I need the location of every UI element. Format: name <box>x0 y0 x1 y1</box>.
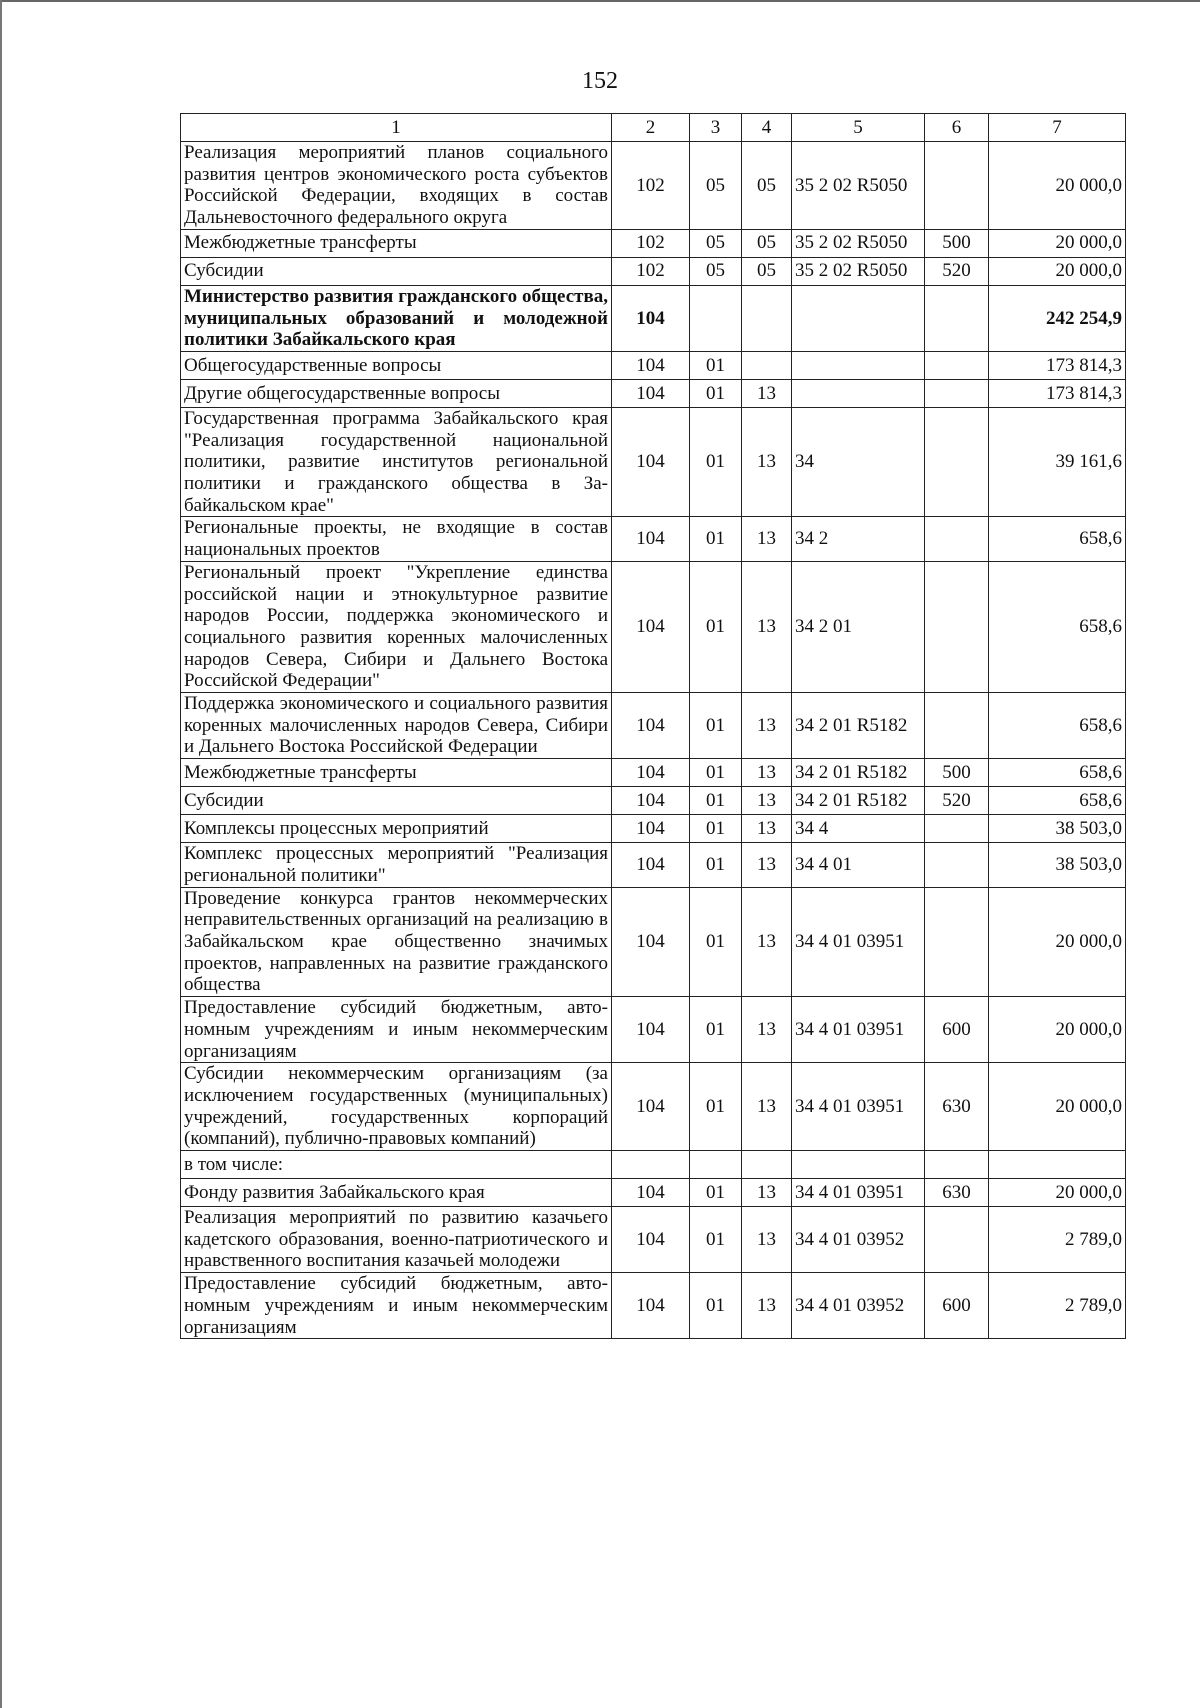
amount-cell: 39 161,6 <box>989 407 1126 517</box>
section-code-cell: 01 <box>690 1179 742 1207</box>
table-row <box>181 1273 1126 1339</box>
amount-cell: 173 814,3 <box>989 379 1126 407</box>
amount-cell: 242 254,9 <box>989 285 1126 351</box>
subsection-code-cell: 13 <box>742 693 792 759</box>
expense-type-cell: 600 <box>925 1273 989 1339</box>
table-row <box>181 351 1126 379</box>
ministry-code-cell: 102 <box>612 257 690 285</box>
amount-cell: 2 789,0 <box>989 1273 1126 1339</box>
amount-cell: 20 000,0 <box>989 887 1126 997</box>
subsection-code-cell <box>742 1151 792 1179</box>
page-number: 152 <box>582 68 618 94</box>
amount-cell: 20 000,0 <box>989 1179 1126 1207</box>
ministry-code-cell: 104 <box>612 759 690 787</box>
column-header: 5 <box>792 114 925 142</box>
expense-type-cell: 520 <box>925 787 989 815</box>
expense-type-cell <box>925 887 989 997</box>
table-row <box>181 843 1126 887</box>
section-code-cell: 01 <box>690 693 742 759</box>
table-body <box>181 142 1126 1339</box>
row-name-cell: Комплекс процессных мероприятий "Реализация региональной политики" <box>181 843 612 887</box>
subsection-code-cell <box>742 351 792 379</box>
table-row <box>181 1179 1126 1207</box>
table-row <box>181 997 1126 1063</box>
subsection-code-cell: 13 <box>742 887 792 997</box>
row-name-cell: Региональные проекты, не входящие в состав национальных проектов <box>181 517 612 561</box>
section-code-cell: 01 <box>690 759 742 787</box>
amount-cell: 658,6 <box>989 517 1126 561</box>
target-article-cell: 34 4 01 03951 <box>792 1063 925 1151</box>
column-header: 2 <box>612 114 690 142</box>
target-article-cell: 35 2 02 R5050 <box>792 257 925 285</box>
expense-type-cell: 520 <box>925 257 989 285</box>
table-row <box>181 379 1126 407</box>
row-name-cell: Фонду развития Забайкальского края <box>181 1179 612 1207</box>
table-row <box>181 1151 1126 1179</box>
subsection-code-cell: 13 <box>742 1273 792 1339</box>
expense-type-cell <box>925 285 989 351</box>
section-code-cell: 01 <box>690 843 742 887</box>
target-article-cell <box>792 285 925 351</box>
target-article-cell <box>792 1151 925 1179</box>
ministry-code-cell: 104 <box>612 285 690 351</box>
row-name-cell: Предоставление субсидий бюджетным, автономным учреждениям и иным некоммерческим организациям <box>181 1273 612 1339</box>
target-article-cell: 34 4 01 03952 <box>792 1273 925 1339</box>
subsection-code-cell: 13 <box>742 1179 792 1207</box>
section-code-cell: 01 <box>690 997 742 1063</box>
scan-edge-top <box>0 0 1200 2</box>
subsection-code-cell: 13 <box>742 759 792 787</box>
subsection-code-cell: 13 <box>742 1063 792 1151</box>
table-row <box>181 693 1126 759</box>
subsection-code-cell: 13 <box>742 407 792 517</box>
expense-type-cell: 630 <box>925 1179 989 1207</box>
target-article-cell: 34 2 01 R5182 <box>792 759 925 787</box>
target-article-cell: 34 2 01 R5182 <box>792 693 925 759</box>
row-name-cell: Субсидии <box>181 787 612 815</box>
amount-cell: 658,6 <box>989 561 1126 692</box>
row-name-cell: Субсидии <box>181 257 612 285</box>
subsection-code-cell: 05 <box>742 257 792 285</box>
subsection-code-cell: 13 <box>742 517 792 561</box>
table-row <box>181 407 1126 517</box>
row-name-cell: Субсидии некоммерческим организациям (за исключением государственных (муниципальных) учреждений, государственных корпораций (компаний), публично-правовых компаний) <box>181 1063 612 1151</box>
table-row <box>181 1063 1126 1151</box>
scan-edge-left <box>0 0 2 1708</box>
table-row <box>181 142 1126 230</box>
subsection-code-cell <box>742 285 792 351</box>
row-name-cell: Региональный проект "Укрепление единства российской нации и этнокультурное развитие народов России, поддержка экономического и социального развития коренных малочисленных народов Севера, Сибири и Дальнего Востока Российской Федерации" <box>181 561 612 692</box>
row-name-cell: Комплексы процессных мероприятий <box>181 815 612 843</box>
row-name-cell: Реализация мероприятий по развитию казачьего кадетского образования, военно-патриотического и нравственного воспитания казачьей молодежи <box>181 1207 612 1273</box>
ministry-code-cell: 104 <box>612 887 690 997</box>
target-article-cell: 34 4 01 <box>792 843 925 887</box>
section-code-cell: 01 <box>690 1207 742 1273</box>
row-name-cell: Предоставление субсидий бюджетным, автономным учреждениям и иным некоммерческим организациям <box>181 997 612 1063</box>
amount-cell: 38 503,0 <box>989 815 1126 843</box>
row-name-cell: Межбюджетные трансферты <box>181 229 612 257</box>
target-article-cell: 35 2 02 R5050 <box>792 142 925 230</box>
section-code-cell: 01 <box>690 787 742 815</box>
table-row <box>181 257 1126 285</box>
amount-cell: 173 814,3 <box>989 351 1126 379</box>
column-header: 1 <box>181 114 612 142</box>
subsection-code-cell: 13 <box>742 843 792 887</box>
expense-type-cell <box>925 351 989 379</box>
subsection-code-cell: 05 <box>742 142 792 230</box>
ministry-code-cell: 102 <box>612 142 690 230</box>
row-name-cell: Межбюджетные трансферты <box>181 759 612 787</box>
table-row <box>181 517 1126 561</box>
amount-cell: 2 789,0 <box>989 1207 1126 1273</box>
subsection-code-cell: 13 <box>742 1207 792 1273</box>
ministry-code-cell: 104 <box>612 815 690 843</box>
table-row <box>181 887 1126 997</box>
subsection-code-cell: 13 <box>742 379 792 407</box>
subsection-code-cell: 13 <box>742 787 792 815</box>
amount-cell: 658,6 <box>989 693 1126 759</box>
row-name-cell: Реализация мероприятий планов социального развития центров экономического роста субъектов Российской Федерации, входящих в состав Дальневосточного федерального округа <box>181 142 612 230</box>
expense-type-cell <box>925 815 989 843</box>
subsection-code-cell: 13 <box>742 815 792 843</box>
section-code-cell: 05 <box>690 257 742 285</box>
column-header: 6 <box>925 114 989 142</box>
ministry-code-cell <box>612 1151 690 1179</box>
amount-cell: 20 000,0 <box>989 257 1126 285</box>
expense-type-cell <box>925 407 989 517</box>
section-code-cell: 01 <box>690 379 742 407</box>
expense-type-cell <box>925 693 989 759</box>
ministry-code-cell: 102 <box>612 229 690 257</box>
target-article-cell: 34 2 01 <box>792 561 925 692</box>
ministry-code-cell: 104 <box>612 1179 690 1207</box>
ministry-code-cell: 104 <box>612 787 690 815</box>
target-article-cell: 34 2 01 R5182 <box>792 787 925 815</box>
target-article-cell: 35 2 02 R5050 <box>792 229 925 257</box>
target-article-cell: 34 4 01 03951 <box>792 997 925 1063</box>
column-number-row <box>181 114 1126 142</box>
section-code-cell: 01 <box>690 351 742 379</box>
expense-type-cell: 600 <box>925 997 989 1063</box>
target-article-cell: 34 4 01 03951 <box>792 1179 925 1207</box>
amount-cell: 658,6 <box>989 759 1126 787</box>
section-code-cell: 01 <box>690 561 742 692</box>
expense-type-cell <box>925 843 989 887</box>
expense-type-cell <box>925 1151 989 1179</box>
target-article-cell: 34 <box>792 407 925 517</box>
ministry-code-cell: 104 <box>612 379 690 407</box>
amount-cell: 658,6 <box>989 787 1126 815</box>
target-article-cell <box>792 379 925 407</box>
amount-cell: 20 000,0 <box>989 142 1126 230</box>
ministry-code-cell: 104 <box>612 693 690 759</box>
ministry-code-cell: 104 <box>612 1207 690 1273</box>
expense-type-cell <box>925 142 989 230</box>
section-code-cell: 01 <box>690 1273 742 1339</box>
ministry-code-cell: 104 <box>612 407 690 517</box>
ministry-code-cell: 104 <box>612 517 690 561</box>
section-code-cell: 05 <box>690 229 742 257</box>
subsection-code-cell: 13 <box>742 997 792 1063</box>
section-code-cell: 01 <box>690 517 742 561</box>
table-row <box>181 1207 1126 1273</box>
subsection-code-cell: 05 <box>742 229 792 257</box>
row-name-cell: Государственная программа Забайкальского края "Реализация государственной национальной политики, развитие институтов региональной политики и гражданского общества в Забайкальском крае" <box>181 407 612 517</box>
section-code-cell: 05 <box>690 142 742 230</box>
table-row <box>181 561 1126 692</box>
table-row <box>181 759 1126 787</box>
row-name-cell: Проведение конкурса грантов некоммерческих неправительственных организаций на реализацию в Забайкальском крае общественно значимых проектов, направленных на развитие гражданского общества <box>181 887 612 997</box>
section-code-cell: 01 <box>690 407 742 517</box>
section-code-cell: 01 <box>690 815 742 843</box>
row-name-cell: Другие общегосударственные вопросы <box>181 379 612 407</box>
target-article-cell: 34 2 <box>792 517 925 561</box>
amount-cell: 20 000,0 <box>989 229 1126 257</box>
table-row <box>181 285 1126 351</box>
column-header: 4 <box>742 114 792 142</box>
ministry-code-cell: 104 <box>612 1063 690 1151</box>
ministry-code-cell: 104 <box>612 1273 690 1339</box>
ministry-code-cell: 104 <box>612 843 690 887</box>
table-row <box>181 815 1126 843</box>
expense-type-cell: 500 <box>925 229 989 257</box>
section-code-cell: 01 <box>690 887 742 997</box>
section-code-cell <box>690 285 742 351</box>
ministry-code-cell: 104 <box>612 997 690 1063</box>
section-code-cell <box>690 1151 742 1179</box>
target-article-cell: 34 4 <box>792 815 925 843</box>
row-name-cell: в том числе: <box>181 1151 612 1179</box>
ministry-code-cell: 104 <box>612 351 690 379</box>
column-header: 7 <box>989 114 1126 142</box>
amount-cell: 38 503,0 <box>989 843 1126 887</box>
row-name-cell: Общегосударственные вопросы <box>181 351 612 379</box>
target-article-cell: 34 4 01 03952 <box>792 1207 925 1273</box>
table-row <box>181 229 1126 257</box>
amount-cell: 20 000,0 <box>989 1063 1126 1151</box>
amount-cell <box>989 1151 1126 1179</box>
row-name-cell: Министерство развития гражданского общества, муниципальных образований и молодежной политики Забайкальского края <box>181 285 612 351</box>
expense-type-cell <box>925 1207 989 1273</box>
target-article-cell: 34 4 01 03951 <box>792 887 925 997</box>
target-article-cell <box>792 351 925 379</box>
expense-type-cell: 500 <box>925 759 989 787</box>
ministry-code-cell: 104 <box>612 561 690 692</box>
expense-type-cell <box>925 561 989 692</box>
amount-cell: 20 000,0 <box>989 997 1126 1063</box>
expense-type-cell <box>925 379 989 407</box>
section-code-cell: 01 <box>690 1063 742 1151</box>
column-header: 3 <box>690 114 742 142</box>
budget-table <box>180 113 1126 1339</box>
expense-type-cell <box>925 517 989 561</box>
table-row <box>181 787 1126 815</box>
subsection-code-cell: 13 <box>742 561 792 692</box>
expense-type-cell: 630 <box>925 1063 989 1151</box>
row-name-cell: Поддержка экономического и социального развития коренных малочисленных народов Севера, Сибири и Дальнего Востока Российской Федерации <box>181 693 612 759</box>
